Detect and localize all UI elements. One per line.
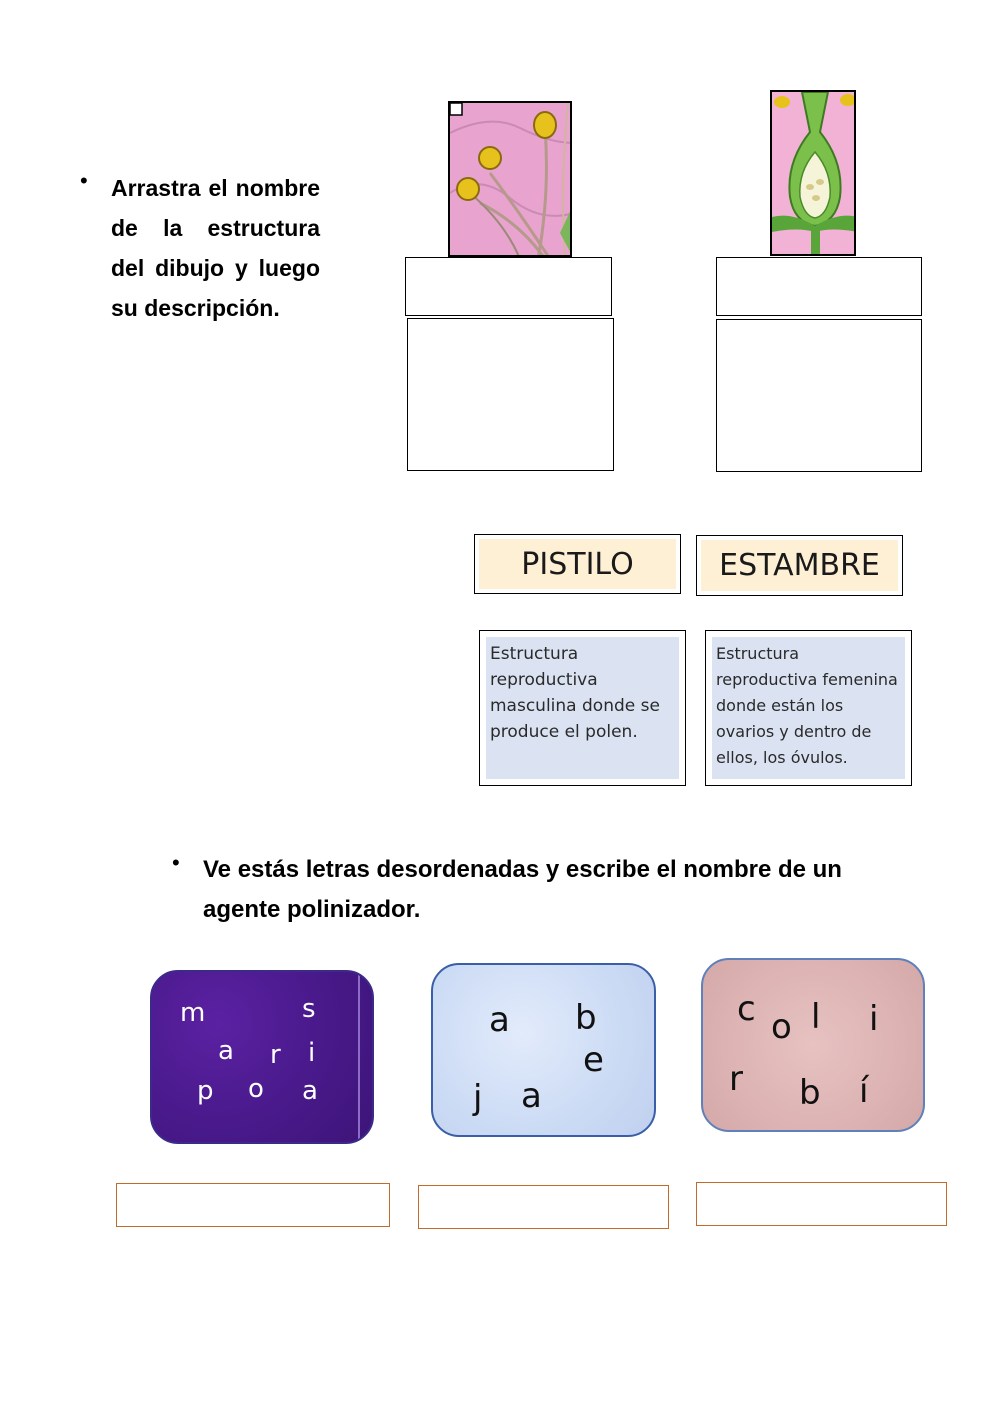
description-femenina-text: Estructura reproductiva femenina donde están los ovarios y dentro de ellos, los óvulos. xyxy=(712,637,905,779)
letter: a xyxy=(218,1036,234,1066)
answer-input-3[interactable] xyxy=(696,1182,947,1226)
instruction-drag-text: Arrastra el nombre de la estructura del dibujo y luego su descripción. xyxy=(111,175,320,321)
letter: a xyxy=(489,1000,510,1040)
letter: p xyxy=(197,1076,214,1106)
letter: í xyxy=(859,1071,869,1111)
answer-input-1[interactable] xyxy=(116,1183,390,1227)
letter: b xyxy=(575,998,597,1038)
description-masculina[interactable] xyxy=(479,630,686,786)
label-pistilo-text: PISTILO xyxy=(479,539,676,589)
scrambled-card-colibri xyxy=(701,958,925,1132)
label-pistilo[interactable] xyxy=(474,534,681,594)
letter: r xyxy=(270,1040,281,1070)
label-estambre[interactable] xyxy=(696,535,903,596)
drop-zone-description-1[interactable] xyxy=(407,318,614,471)
instruction-unscramble xyxy=(172,850,852,930)
letter: l xyxy=(811,997,821,1037)
letter: a xyxy=(302,1076,318,1106)
letter: s xyxy=(302,994,316,1024)
letter: m xyxy=(180,998,206,1028)
drop-zone-name-1[interactable] xyxy=(405,257,612,316)
bullet-icon: • xyxy=(172,850,180,875)
letter: i xyxy=(308,1038,316,1068)
letter: e xyxy=(583,1040,604,1080)
stamen-illustration-icon xyxy=(450,103,572,257)
letter: r xyxy=(729,1059,743,1099)
drop-zone-name-2[interactable] xyxy=(716,257,922,316)
drop-zone-description-2[interactable] xyxy=(716,319,922,472)
pistil-image xyxy=(770,90,856,256)
scrambled-card-abeja xyxy=(431,963,656,1137)
pistil-illustration-icon xyxy=(772,92,856,256)
letter: a xyxy=(521,1076,542,1116)
label-estambre-text: ESTAMBRE xyxy=(701,540,898,591)
letter: j xyxy=(473,1078,483,1118)
bullet-icon: • xyxy=(80,168,88,193)
instruction-unscramble-text: Ve estás letras desordenadas y escribe el nombre de un agente polinizador. xyxy=(203,856,842,923)
instruction-drag xyxy=(80,168,320,328)
letter: o xyxy=(771,1007,792,1047)
description-femenina[interactable] xyxy=(705,630,912,786)
scrambled-card-mariposa xyxy=(150,970,374,1144)
card-edge-line xyxy=(358,972,360,1144)
description-masculina-text: Estructura reproductiva masculina donde se produce el polen. xyxy=(486,637,679,779)
stamen-image xyxy=(448,101,572,257)
letter: i xyxy=(869,999,879,1039)
letter: c xyxy=(737,989,756,1029)
letter: b xyxy=(799,1073,821,1113)
answer-input-2[interactable] xyxy=(418,1185,669,1229)
letter: o xyxy=(248,1074,264,1104)
